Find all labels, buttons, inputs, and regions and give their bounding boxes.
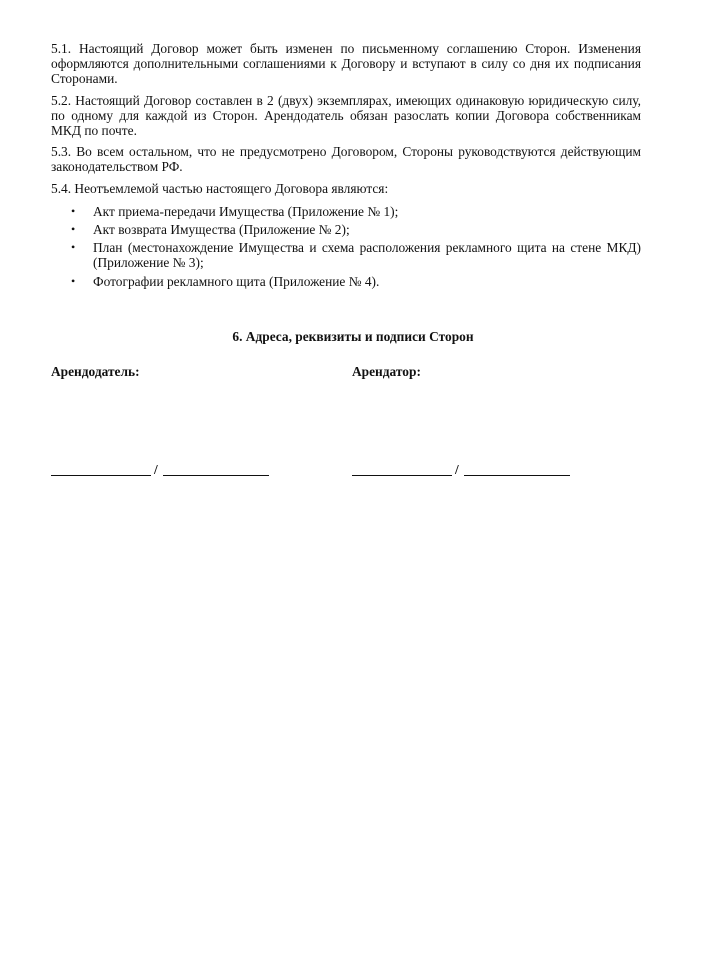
appendix-2-text: Акт возврата Имущества (Приложение № 2); [93, 222, 350, 238]
list-item [51, 274, 641, 289]
section-6-heading: 6. Адреса, реквизиты и подписи Сторон [232, 329, 474, 344]
appendix-1-text: Акт приема-передачи Имущества (Приложение № 1); [93, 203, 399, 219]
lessee-label: Арендатор: [352, 364, 421, 379]
list-item [51, 222, 641, 237]
lessee-signature-line [352, 475, 452, 476]
appendix-3-text: План (местонахождение Имущества и схема расположения рекламного щита на стене МКД) (Приложение № 3); [93, 240, 641, 271]
clause-5-2: 5.2. Настоящий Договор составлен в 2 (двух) экземплярах, имеющих одинаковую юридическую силу, по одному для каждой из Сторон. Арендодатель обязан разослать копии Договора собственникам МКД по почте. [51, 92, 641, 139]
appendix-4-text: Фотографии рекламного щита (Приложение № 4). [93, 273, 380, 289]
clause-5-3: 5.3. Во всем остальном, что не предусмотрено Договором, Стороны руководствуются действующим законодательством РФ. [51, 144, 641, 175]
section-5-body [51, 41, 641, 292]
bullet-icon: • [71, 273, 76, 288]
list-item [51, 240, 641, 270]
appendix-list [51, 204, 641, 289]
lessee-signature-block [352, 462, 572, 478]
lessor-signature-line [51, 475, 151, 476]
lessor-signature-separator: / [154, 462, 158, 477]
lessor-signature-block [51, 462, 271, 478]
bullet-icon: • [71, 203, 76, 218]
lessor-label: Арендодатель: [51, 364, 140, 379]
bullet-icon: • [71, 222, 76, 237]
clause-5-4: 5.4. Неотъемлемой частью настоящего Договора являются: [51, 180, 389, 196]
bullet-icon: • [71, 240, 76, 255]
lessee-name-line [464, 475, 570, 476]
list-item [51, 204, 641, 219]
lessor-name-line [163, 475, 269, 476]
lessee-signature-separator: / [455, 462, 459, 477]
clause-5-1: 5.1. Настоящий Договор может быть изменен по письменному соглашению Сторон. Изменения оформляются дополнительными соглашениями к Договору и вступают в силу со дня их подписания Сторонами. [51, 41, 641, 87]
